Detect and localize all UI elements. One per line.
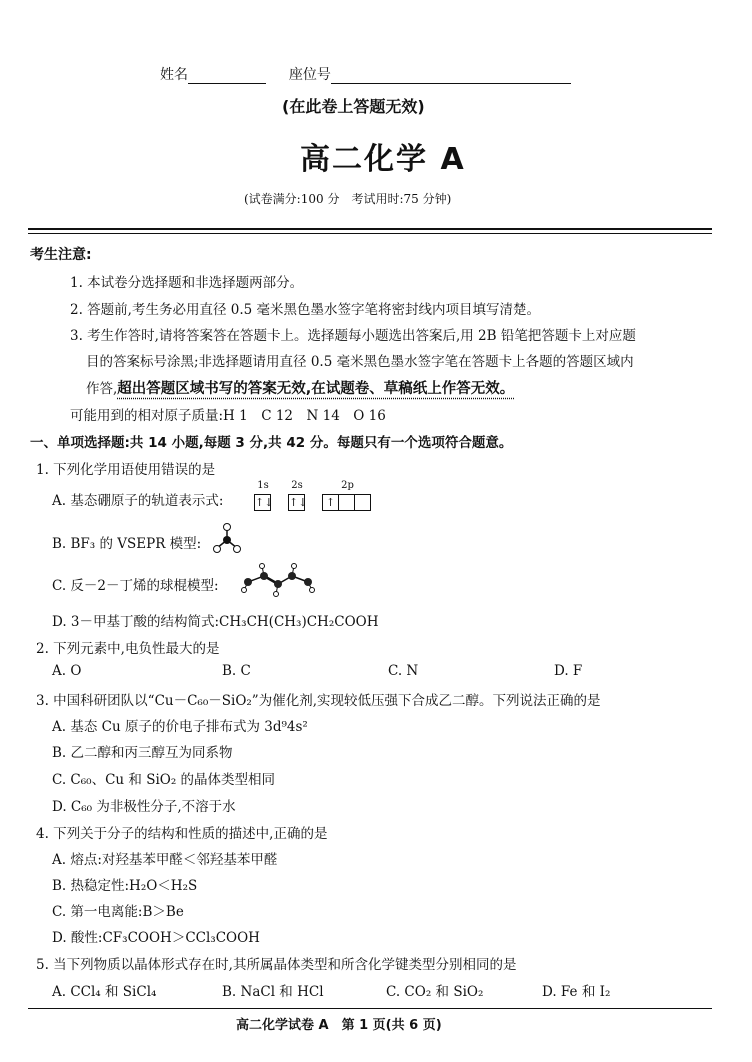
seat-label: 座位号 — [288, 67, 331, 83]
q4-option-b: B. 热稳定性:H₂O＜H₂S — [52, 878, 198, 894]
q4-option-c: C. 第一电离能:B＞Be — [52, 904, 184, 920]
notice-item-2: 2. 答题前,考生务必用直径 0.5 毫米黑色墨水签字笔将密封线内项目填写清楚。 — [70, 302, 541, 318]
top-rule — [28, 228, 712, 230]
q2-option-d: D. F — [554, 663, 583, 679]
bf3-vsepr-model — [212, 522, 242, 556]
atomic-mass: 可能用到的相对原子质量:H 1 C 12 N 14 O 16 — [70, 408, 386, 424]
orbital-box-2s: ↑↓ — [289, 496, 308, 509]
q1-option-a: A. 基态硼原子的轨道表示式: — [52, 493, 224, 509]
q3-stem: 3. 中国科研团队以“Cu－C₆₀－SiO₂”为催化剂,实现较低压强下合成乙二醇。下列说法正确的是 — [36, 693, 601, 709]
exam-info: (试卷满分:100 分 考试用时:75 分钟) — [244, 192, 452, 206]
q4-stem: 4. 下列关于分子的结构和性质的描述中,正确的是 — [36, 826, 328, 842]
q5-option-c: C. CO₂ 和 SiO₂ — [386, 984, 484, 1000]
q5-stem: 5. 当下列物质以晶体形式存在时,其所属晶体类型和所含化学键类型分别相同的是 — [36, 957, 517, 973]
q2-stem: 2. 下列元素中,电负性最大的是 — [36, 641, 220, 657]
notice-heading: 考生注意: — [30, 247, 92, 263]
q4-option-a: A. 熔点:对羟基苯甲醛＜邻羟基苯甲醛 — [52, 852, 278, 868]
footer-rule — [28, 1008, 712, 1009]
q3-option-a: A. 基态 Cu 原子的价电子排布式为 3d⁹4s² — [52, 719, 308, 735]
name-label: 姓名 — [160, 67, 188, 83]
orbital-box-2p: ↑ — [322, 494, 370, 511]
q3-option-d: D. C₆₀ 为非极性分子,不溶于水 — [52, 799, 236, 815]
section-heading: 一、单项选择题:共 14 小题,每题 3 分,共 42 分。每题只有一个选项符合题意。 — [30, 435, 513, 451]
notice-item-3-prefix: 作答, — [86, 381, 118, 397]
notice-emphasis: 超出答题区域书写的答案无效,在试题卷、草稿纸上作答无效。 — [117, 381, 515, 397]
q2-option-b: B. C — [222, 663, 251, 679]
orbital-box-1s: ↑↓ — [255, 496, 274, 509]
q1-stem: 1. 下列化学用语使用错误的是 — [36, 462, 216, 478]
top-rule-thin — [28, 233, 712, 234]
notice-item-1: 1. 本试卷分选择题和非选择题两部分。 — [70, 275, 304, 291]
name-field — [160, 64, 571, 84]
q5-option-a: A. CCl₄ 和 SiCl₄ — [52, 984, 157, 1000]
name-blank — [188, 69, 266, 84]
invalid-note: (在此卷上答题无效) — [282, 97, 425, 116]
orbital-label-2s: 2s — [291, 480, 303, 491]
q1-option-c: C. 反－2－丁烯的球棍模型: — [52, 578, 219, 594]
q3-option-c: C. C₆₀、Cu 和 SiO₂ 的晶体类型相同 — [52, 772, 276, 788]
q3-option-b: B. 乙二醇和丙三醇互为同系物 — [52, 745, 233, 761]
q5-option-b: B. NaCl 和 HCl — [222, 984, 324, 1000]
q1-option-d: D. 3－甲基丁酸的结构简式:CH₃CH(CH₃)CH₂COOH — [52, 614, 379, 630]
page-title: 高二化学 A — [300, 142, 466, 177]
page-footer: 高二化学试卷 A 第 1 页(共 6 页) — [236, 1018, 442, 1033]
q5-option-d: D. Fe 和 I₂ — [542, 984, 611, 1000]
q4-option-d: D. 酸性:CF₃COOH＞CCl₃COOH — [52, 930, 260, 946]
trans-2-butene-ball-stick-model — [240, 562, 318, 598]
orbital-label-2p: 2p — [341, 480, 354, 491]
q2-option-c: C. N — [388, 663, 419, 679]
notice-item-3-line2: 目的答案标号涂黑;非选择题请用直径 0.5 毫米黑色墨水签字笔在答题卡上各题的答题区域内 — [86, 354, 634, 370]
orbital-label-1s: 1s — [257, 480, 269, 491]
q1-option-b: B. BF₃ 的 VSEPR 模型: — [52, 536, 202, 552]
notice-item-3-line3 — [86, 377, 514, 398]
seat-blank — [331, 69, 571, 84]
notice-item-3-line1: 3. 考生作答时,请将答案答在答题卡上。选择题每小题选出答案后,用 2B 铅笔把答题卡上对应题 — [70, 328, 636, 344]
q2-option-a: A. O — [52, 663, 82, 679]
